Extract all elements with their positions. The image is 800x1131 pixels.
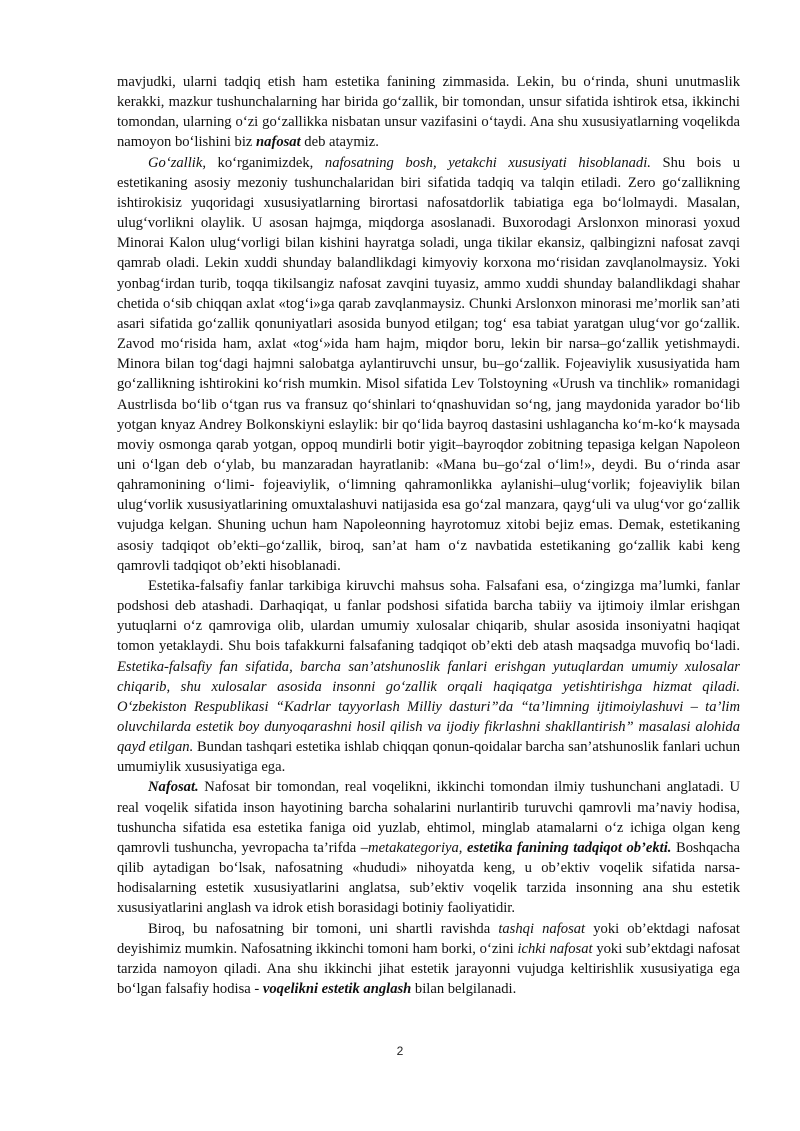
italic-run: –metakategoriya, (360, 839, 463, 856)
italic-run: tashqi nafosat (498, 920, 586, 937)
italic-run: nafosatning bosh, yetakchi xususiyati hisoblanadi. (324, 154, 651, 171)
text-run: ko‘rganimizdek, (205, 154, 325, 171)
text-run: yoki sub’ektdagi nafosat tarzida namoyon qiladi. Ana shu ikkinchi jihat estetik jarayonni vujudga keltirishlik xususiyatiga ega bo‘lgan falsafiy hodisa - (117, 940, 740, 998)
text-run: Shu bois u estetikaning asosiy mezoniy tushunchalaridan biri sifatida tadqiq va talqin etiladi. Zero go‘zallikning ishtirokisiz yuqoridagi xususiyatlarning birortasi nafosatdorlik tabiatiga ega bo‘lolmaydi. Masalan, ulug‘vorlikni olaylik. U asosan hajmga, miqdorga asoslanadi. Buxorodagi Arslonxon minorasi yoxud Minorai Kalon ulug‘vorligi bilan kishini hayratga soladi, unga tikilar ekansiz, qalbingizni nafosat zavqi qamrab oladi. Lekin xuddi shunday balandlikdagi kimyoviy korxona mo‘risidan zavqlanolmaysiz. Yoki yonbag‘irdan turib, toqqa tikilsangiz nafosat zavqini tuyasiz, ammo xuddi shunday balandlikdagi shahar chetida o‘sib chiqqan axlat «tog‘i»ga qarab zavqlanmaysiz. Chunki Arslonxon minorasi me’morlik san’ati asari sifatida go‘zallik qonuniyatlari asosida bunyod etilgan; tog‘ esa tabiat yaratgan ulug‘vor go‘zallik. Zavod mo‘risida ham, axlat «tog‘»ida ham hajm, miqdor boru, lekin bir narsa–go‘zallik yetishmaydi. Minora bilan tog‘dagi hajmni salobatga aylantiruvchi unsur, bu–go‘zallik. Fojeaviylik xususiyatida ham go‘zallikning ishtirokini ko‘rish mumkin. Misol sifatida Lev Tolstoyning «Urush va tinchlik» romanidagi Austrlisda bo‘lib o‘tgan rus va fransuz qo‘shinlari to‘qnashuvidan so‘ng, jang maydonida yarador bo‘lib yotgan knyaz Andrey Bolkonskiyni eslaylik: bir qo‘lida bayroq dastasini ushlagancha ko‘m-ko‘k maysada moviy osmonga qarab yotgan, oppoq mundirli botir yigit–bayroqdor zobitning tepasiga kelgan Napoleon uni o‘lgan deb o‘ylab, bu manzaradan hayratlanib: «Mana bu–go‘zal o‘lim!», deydi. Bu o‘rinda asar qahramonining o‘limi- fojeaviylik, o‘limning qahramonlikka aylanishi–ulug‘vorlik; fojeaviylik bilan ulug‘vorlik xususiyatlarining omuxtalashuvi natijasida esa go‘zal manzara, qayg‘uli va ulug‘vor go‘zallik vujudga kelgan. Shuning uchun ham Napoleonning hayrotomuz xitobi bejiz emas. Demak, estetikaning asosiy tadqiqot ob’ekti–go‘zallik, biroq, san’at ham o‘z navbatida estetikaning go‘zallik kabi keng qamrovli tadqiqot ob’ekti hisoblanadi. (117, 154, 740, 574)
text-run: Biroq, bu nafosatning bir tomoni, uni shartli ravishda (148, 920, 499, 937)
text-run: Nafosat bir tomondan, real voqelikni, ikkinchi tomondan ilmiy tushunchani anglatadi. U real voqelik sifatida inson hayotining barcha sohalarini nurlantirib turuvchi qamrovli ma’naviy hodisa, tushuncha sifatida esa estetika faniga oid yuzlab, ehtimol, minglab atamalarni o‘z ichiga olgan keng qamrovli tushuncha, yevropacha ta’rifda (117, 779, 740, 856)
text-run: mavjudki, ularni tadqiq etish ham estetika fanining zimmasida. Lekin, bu o‘rinda, shuni unutmaslik kerakki, mazkur tushunchalarning har birida go‘zallik, bir tomondan, unsur sifatida ishtirok etsa, ikkinchi tomondan, ularning o‘zi go‘zallikka nisbatan unsur vazifasini o‘taydi. Ana shu xususiyatlarning voqelikda namoyon bo‘lishini biz (117, 74, 740, 151)
bold-italic-run: nafosat (256, 134, 301, 151)
text-run: deb ataymiz. (300, 134, 379, 151)
italic-run: Go‘zallik, (148, 154, 206, 171)
italic-run: Estetika-falsafiy fan sifatida, barcha san’atshunoslik fanlari erishgan yutuqlardan umumiy xulosalar chiqarib, shu xulosalar asosida insonni go‘zallik orqali haqiqatga yetishtirishga hizmat qiladi. O‘zbekiston Respublikasi “Kadrlar tayyorlash Milliy dasturi”da “ta’limning ijtimoiylashuvi – ta’lim oluvchilarda estetik boy dunyoqarashni hosil qilish va ijodiy fikrlashni shakllantirish” masalasi alohida qayd etilgan. (117, 658, 740, 756)
paragraph (117, 919, 740, 1000)
bold-italic-run: Nafosat. (148, 779, 199, 796)
italic-run: ichki nafosat (517, 940, 593, 957)
text-run: bilan belgilanadi. (411, 981, 517, 998)
body-text (117, 72, 740, 999)
paragraph (117, 72, 740, 153)
text-run: Estetika-falsafiy fanlar tarkibiga kiruvchi mahsus soha. Falsafani esa, o‘zingizga ma’lumki, fanlar podshosi deb atashadi. Darhaqiqat, u fanlar podshosi sifatida barcha tabiiy va ijtimoiy ilmlar erishgan yutuqlarni o‘z qamroviga olib, ulardan umumiy xulosalar chiqarib, shular asosida insoniyatni haqiqat tomon yetaklaydi. Shu bois tafakkurni falsafaning tadqiqot ob’ekti deb atash maqsadga muvofiq bo‘ladi. (117, 577, 740, 655)
paragraph (117, 777, 740, 918)
text-run: yoki ob’ektdagi nafosat deyishimiz mumkin. Nafosatning ikkinchi tomoni ham borki, o‘zini (117, 920, 740, 957)
paragraph (117, 576, 740, 778)
page-number: 2 (396, 1044, 404, 1058)
bold-italic-run: voqelikni estetik anglash (262, 981, 412, 998)
paragraph (117, 153, 740, 576)
text-run: Bundan tashqari estetika ishlab chiqqan qonun-qoidalar barcha san’atshunoslik fanlari uchun umumiylik xususiyatiga ega. (117, 739, 741, 776)
text-run: Boshqacha qilib aytadigan bo‘lsak, nafosatning «hududi» nihoyatda keng, u ob’ektiv voqelik sifatida narsa-hodisalarning estetik xususiyatlarini anglatsa, sub’ektiv voqelik tarzida insonning ana shu estetik xususiyatlarini anglash va idrok etish borasidagi botiniy faoliyatidir. (117, 839, 740, 917)
bold-italic-run: estetika fanining tadqiqot ob’ekti. (466, 839, 672, 856)
